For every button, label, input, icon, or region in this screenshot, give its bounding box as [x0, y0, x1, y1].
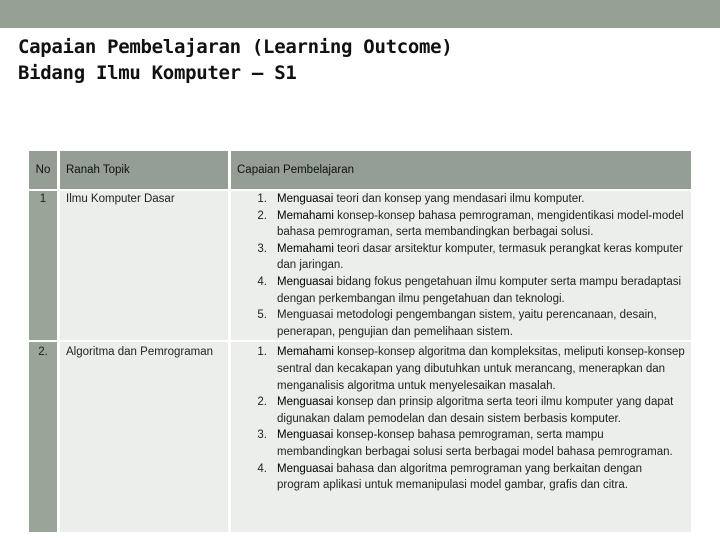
list-item — [237, 394, 685, 427]
item-text: konsep-konsep bahasa pemrograman, mengidentikasi model-model bahasa pemrograman, serta membandingkan berbagai solusi. — [277, 209, 684, 239]
item-text: Menguasai metodologi pengembangan sistem, yaitu perencanaan, desain, penerapan, pengujian dan pemelihaan sistem. — [277, 309, 657, 338]
row-topic: Ilmu Komputer Dasar — [60, 191, 228, 342]
list-item — [237, 274, 685, 307]
item-number: 4. — [257, 462, 267, 475]
item-keyword: Menguasai — [277, 429, 334, 442]
item-number: 2. — [257, 209, 267, 222]
item-number: 4. — [257, 275, 267, 288]
row-outcomes — [231, 342, 691, 532]
item-number: 1. — [257, 193, 267, 205]
row-number: 2. — [29, 342, 57, 532]
learning-outcome-table — [26, 151, 694, 532]
item-keyword: Memahami — [277, 209, 334, 222]
item-text: teori dasar arsitektur komputer, termasuk perangkat keras komputer dan jaringan. — [277, 242, 683, 272]
top-banner — [0, 0, 720, 28]
header-topic: Ranah Topik — [60, 151, 228, 191]
header-outcome: Capaian Pembelajaran — [231, 151, 691, 191]
item-keyword: Menguasai — [277, 193, 334, 205]
table-header-row — [29, 151, 691, 191]
item-number: 5. — [257, 309, 267, 322]
item-text: bidang fokus pengetahuan ilmu komputer serta mampu beradaptasi dengan perkembangan ilmu pengetahuan dan teknologi. — [277, 275, 682, 305]
list-item — [237, 191, 685, 208]
list-item — [237, 427, 685, 460]
item-keyword: Menguasai — [277, 462, 334, 475]
header-no: No — [29, 151, 57, 191]
list-item — [237, 241, 685, 274]
item-keyword: Memahami — [277, 346, 334, 359]
table-row — [29, 342, 691, 532]
slide-title-line-2: Bidang Ilmu Komputer – S1 — [18, 62, 297, 84]
list-item — [237, 344, 685, 394]
row-topic: Algoritma dan Pemrograman — [60, 342, 228, 532]
list-item — [237, 307, 685, 340]
slide-title — [18, 34, 452, 86]
item-keyword: Memahami — [277, 242, 334, 255]
list-item — [237, 461, 685, 494]
item-number: 2. — [257, 396, 267, 409]
item-number: 1. — [257, 346, 267, 359]
item-text: konsep-konsep bahasa pemrograman, serta mampu membandingkan berbagai solusi serta berbagai model bahasa pemrograman. — [277, 429, 673, 458]
item-number: 3. — [257, 429, 267, 442]
list-item — [237, 208, 685, 241]
table-row — [29, 191, 691, 342]
item-text: bahasa dan algoritma pemrograman yang berkaitan dengan program aplikasi untuk memanipulasi model gambar, grafis dan citra. — [277, 462, 643, 492]
item-text: teori dan konsep yang mendasari ilmu komputer. — [333, 193, 585, 205]
row-outcomes — [231, 191, 691, 342]
item-keyword: Menguasai — [277, 275, 334, 288]
slide-title-line-1: Capaian Pembelajaran (Learning Outcome) — [18, 36, 453, 58]
item-text: konsep-konsep algoritma dan kompleksitas, meliputi konsep-konsep sentral dan kecakapan yang dibutuhkan untuk merancang, menerapkan dan menganalisis algoritma untuk menyelesaikan masalah. — [277, 346, 685, 392]
item-text: konsep dan prinsip algoritma serta teori ilmu komputer yang dapat digunakan dalam pemodelan dan desain sistem berbasis komputer. — [277, 396, 674, 425]
item-keyword: Menguasai — [277, 396, 334, 409]
row-number: 1 — [29, 191, 57, 342]
item-number: 3. — [257, 242, 267, 255]
